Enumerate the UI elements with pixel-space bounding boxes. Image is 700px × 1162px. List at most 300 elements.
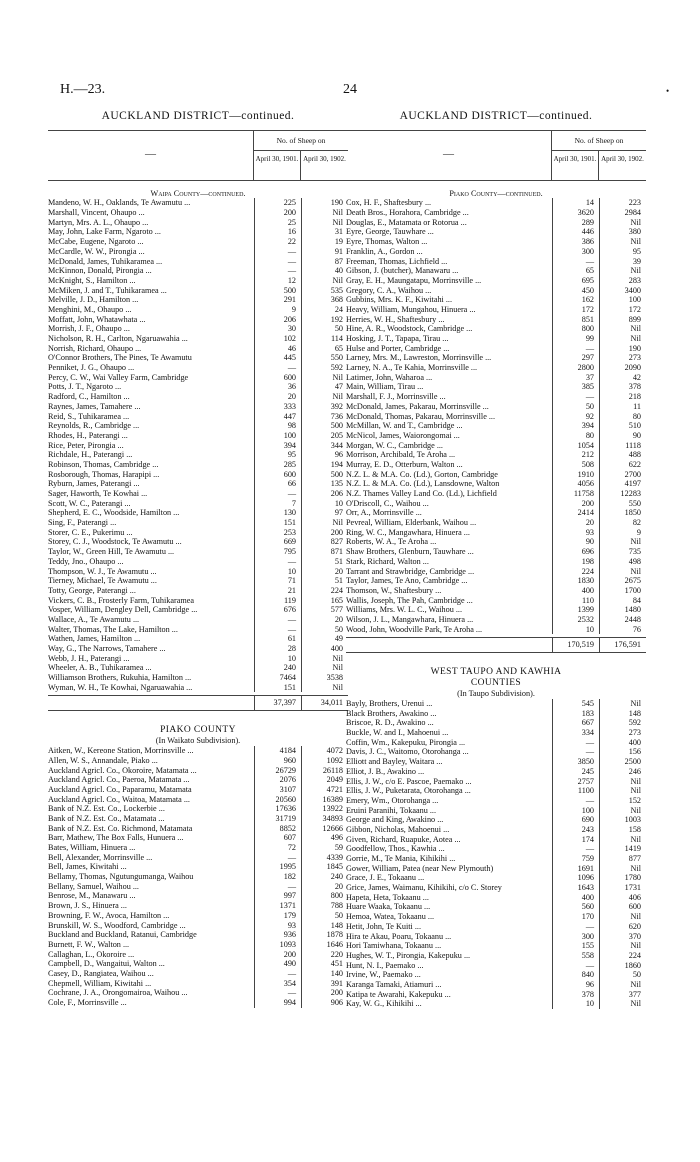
table-row <box>346 596 646 606</box>
table-row <box>346 441 646 451</box>
row-1901: 607 <box>254 833 301 843</box>
section-title: Piako County—continued. <box>449 188 543 198</box>
row-1901: 285 <box>254 460 301 470</box>
row-1901: 291 <box>254 295 301 305</box>
row-1902: 192 <box>301 315 348 325</box>
row-name: Elliot, J. B., Awakino ... <box>346 766 425 776</box>
row-1902: 500 <box>301 470 348 480</box>
row-1902: 1860 <box>599 961 646 971</box>
table-row <box>346 324 646 334</box>
row-name: Potts, J. T., Ngaroto ... <box>48 382 122 392</box>
row-name: Percy, C. W., Wai Valley Farm, Cambridge <box>48 372 189 382</box>
table-row <box>346 586 646 596</box>
row-1902: 135 <box>301 479 348 489</box>
table-row <box>346 941 646 951</box>
row-name: Black Brothers, Awakino ... <box>346 708 437 718</box>
table-row <box>48 644 348 654</box>
table-row <box>48 460 348 470</box>
table-row <box>346 777 646 787</box>
row-1901: 36 <box>254 382 301 392</box>
row-1902: Nil <box>599 786 646 796</box>
row-name: McCardle, W. W., Pirongia ... <box>48 246 145 256</box>
row-name: Williams, Mrs. W. L. C., Waihou ... <box>346 605 462 615</box>
row-name: Wallace, A., Te Awamutu ... <box>48 614 140 624</box>
row-name: Hira te Akau, Poaru, Tokaanu ... <box>346 931 452 941</box>
row-1902: 368 <box>301 295 348 305</box>
row-1901: 151 <box>254 683 301 693</box>
table-row <box>346 518 646 528</box>
table-row <box>48 479 348 489</box>
row-1901: 10 <box>552 999 599 1009</box>
header-group: No. of Sheep on <box>552 131 646 151</box>
row-1902: Nil <box>599 835 646 845</box>
row-1901: 300 <box>552 247 599 257</box>
row-1901: 172 <box>552 305 599 315</box>
table-row <box>346 990 646 1000</box>
table-row <box>48 824 348 834</box>
row-1901: 446 <box>552 227 599 237</box>
row-1902: 344 <box>301 441 348 451</box>
row-name: Irvine, W., Paemako ... <box>346 970 421 980</box>
table-row <box>346 208 646 218</box>
row-1902: 91 <box>301 247 348 257</box>
table-row <box>346 295 646 305</box>
row-1901: 170 <box>552 912 599 922</box>
row-name: Martyn, Mrs. A. L., Ohaupo ... <box>48 217 149 227</box>
row-1901: 92 <box>552 412 599 422</box>
row-1901: 66 <box>254 479 301 489</box>
row-1901: 71 <box>254 576 301 586</box>
row-1901: 3850 <box>552 757 599 767</box>
table-row <box>48 392 348 402</box>
row-name: Aitken, W., Kereone Station, Morrinsville ... <box>48 746 194 756</box>
row-name: Vosper, William, Dengley Dell, Cambridge ... <box>48 605 198 615</box>
table-row <box>346 951 646 961</box>
row-1902: 194 <box>301 460 348 470</box>
row-1902: 2500 <box>599 757 646 767</box>
row-name: Teddy, Jno., Ohaupo ... <box>48 556 124 566</box>
row-1902: Nil <box>599 864 646 874</box>
table-row <box>48 382 348 392</box>
row-1902: 80 <box>599 412 646 422</box>
table-row <box>48 833 348 843</box>
row-1901: 225 <box>254 198 301 208</box>
row-1902: 200 <box>301 528 348 538</box>
table-row <box>346 709 646 719</box>
row-name: Grace, J. E., Tokaanu ... <box>346 873 425 883</box>
table-row <box>48 276 348 286</box>
row-1901: — <box>254 363 301 373</box>
row-1901: 2757 <box>552 777 599 787</box>
row-1902: 877 <box>599 854 646 864</box>
row-1901: — <box>254 625 301 635</box>
row-name: Morrison, Archibald, Te Aroha ... <box>346 450 456 460</box>
row-1902: Nil <box>599 324 646 334</box>
row-1901: 37 <box>552 373 599 383</box>
row-name: Grice, James, Waimanu, Kihikihi, c/o C. Storey <box>346 883 502 893</box>
row-1901: — <box>254 247 301 257</box>
table-row <box>48 431 348 441</box>
table-row <box>346 489 646 499</box>
row-1901: 61 <box>254 634 301 644</box>
table-header <box>48 130 348 181</box>
row-name: Karanga Tamaki, Atiamuri ... <box>346 979 442 989</box>
row-name: Kay, W. G., Kihikihi ... <box>346 999 422 1009</box>
row-1901: — <box>552 738 599 748</box>
table-row <box>48 528 348 538</box>
table-row <box>48 930 348 940</box>
row-1902: 190 <box>301 198 348 208</box>
row-name: Shaw Brothers, Glenburn, Tauwhare ... <box>346 547 474 557</box>
row-1901: 130 <box>254 508 301 518</box>
row-1901: 182 <box>254 872 301 882</box>
row-name: Gubbins, Mrs. K. F., Kiwitahi ... <box>346 295 453 305</box>
row-1901: 151 <box>254 518 301 528</box>
row-1901: — <box>552 257 599 267</box>
row-name: Bank of N.Z. Est. Co., Lockerbie ... <box>48 804 165 814</box>
section-subtitle: (In Waikato Subdivision). <box>155 736 241 746</box>
table-row <box>346 835 646 845</box>
row-1902: 148 <box>301 921 348 931</box>
row-1902: Nil <box>599 537 646 547</box>
row-name: Storer, C. E., Pukerimu ... <box>48 527 133 537</box>
row-name: Thompson, W. J., Te Awamutu ... <box>48 566 157 576</box>
row-name: Way, G., The Narrows, Tamahere ... <box>48 644 166 654</box>
row-1901: 119 <box>254 596 301 606</box>
row-1901: 28 <box>254 644 301 654</box>
row-name: Cochrane, J. A., Orongomairoa, Waihou ... <box>48 988 188 998</box>
row-name: Auckland Agricl. Co., Paeroa, Matamata ... <box>48 775 190 785</box>
table-row <box>346 237 646 247</box>
row-1902: 498 <box>599 557 646 567</box>
table-row <box>48 979 348 989</box>
row-name: McNicol, James, Waiorongomai ... <box>346 430 460 440</box>
row-1901: 90 <box>552 537 599 547</box>
row-name: Douglas, E., Matamata or Rotorua ... <box>346 217 467 227</box>
table-row <box>346 699 646 709</box>
row-name: N.Z. L. & M.A. Co. (Ld.), Gorton, Cambridge <box>346 469 498 479</box>
row-name: Sing, F., Paterangi ... <box>48 518 117 528</box>
row-1901: 936 <box>254 930 301 940</box>
row-1901: 560 <box>552 902 599 912</box>
row-1902: 172 <box>599 305 646 315</box>
column-title: AUCKLAND DISTRICT—continued. <box>101 110 295 122</box>
row-1902: 90 <box>599 431 646 441</box>
table-row <box>48 746 348 756</box>
table-row <box>346 450 646 460</box>
row-1902: 148 <box>599 709 646 719</box>
table-row <box>48 567 348 577</box>
section-total <box>346 637 646 653</box>
row-name: Auckland Agricl. Co., Paparamu, Matamata <box>48 784 192 794</box>
row-name: Bank of N.Z. Est. Co., Matamata ... <box>48 813 165 823</box>
row-1902: 535 <box>301 286 348 296</box>
row-1902: 246 <box>599 767 646 777</box>
row-name: Hapeta, Heta, Tokaanu ... <box>346 892 429 902</box>
row-1901: 1096 <box>552 873 599 883</box>
row-1901: 1371 <box>254 901 301 911</box>
row-name: Gray, E. H., Maungatapu, Morrinsville ... <box>346 275 482 285</box>
row-name: Brown, J. S., Hinuera ... <box>48 901 127 911</box>
table-row <box>346 825 646 835</box>
table-row <box>346 421 646 431</box>
row-name: Vickers, C. B., Frosterly Farm, Tuhikaramea <box>48 595 194 605</box>
table-row <box>346 479 646 489</box>
table-row <box>346 363 646 373</box>
row-name: Taylor, James, Te Ano, Cambridge ... <box>346 576 468 586</box>
column-title: AUCKLAND DISTRICT—continued. <box>399 110 593 122</box>
row-name: Bell, James, Kiwitahi ... <box>48 862 127 872</box>
row-1902: 4072 <box>301 746 348 756</box>
row-name: Wilson, J. L., Mangawhara, Hinuera ... <box>346 614 474 624</box>
row-1902: 31 <box>301 227 348 237</box>
row-1901: 12 <box>254 276 301 286</box>
row-1902: 224 <box>599 951 646 961</box>
row-1901: 65 <box>552 266 599 276</box>
table-row <box>48 450 348 460</box>
row-1901: 200 <box>254 950 301 960</box>
table-row <box>346 557 646 567</box>
table-row <box>346 922 646 932</box>
row-1902: 16389 <box>301 795 348 805</box>
row-name: Death Bros., Horahora, Cambridge ... <box>346 208 469 218</box>
row-1902: 1419 <box>599 844 646 854</box>
table-row <box>346 460 646 470</box>
row-name: George and King, Awakino ... <box>346 815 444 825</box>
row-1902: Nil <box>599 999 646 1009</box>
table-row <box>346 247 646 257</box>
row-1901: — <box>254 969 301 979</box>
row-1902: 19 <box>301 237 348 247</box>
table-row <box>346 728 646 738</box>
row-1902: 9 <box>599 528 646 538</box>
table-row <box>48 305 348 315</box>
row-name: Stark, Richard, Walton ... <box>346 556 429 566</box>
row-name: Gregory, C. A., Waihou ... <box>346 285 432 295</box>
row-name: McKinnon, Donald, Pirongia ... <box>48 266 152 276</box>
table-row <box>48 198 348 208</box>
row-1901: 243 <box>552 825 599 835</box>
row-1902: 391 <box>301 979 348 989</box>
section-subtitle: (In Taupo Subdivision). <box>457 689 535 699</box>
table-row <box>346 344 646 354</box>
row-1901: 212 <box>552 450 599 460</box>
table-row <box>346 266 646 276</box>
row-1902: 26118 <box>301 766 348 776</box>
row-1901: 4056 <box>552 479 599 489</box>
table-row <box>48 998 348 1008</box>
total-1901: 37,397 <box>254 696 301 710</box>
row-name: Norrish, Richard, Ohaupo ... <box>48 343 142 353</box>
table-header <box>346 130 646 181</box>
row-name: Raynes, James, Tamahere ... <box>48 401 141 411</box>
row-1902: 11 <box>599 402 646 412</box>
row-name: Thomson, W., Shaftesbury ... <box>346 585 442 595</box>
table-row <box>346 286 646 296</box>
row-1902: 488 <box>599 450 646 460</box>
row-name: Franklin, A., Gordon ... <box>346 246 423 256</box>
table-row <box>346 537 646 547</box>
row-1901: 10 <box>254 567 301 577</box>
row-1901: 690 <box>552 815 599 825</box>
row-1901: 14 <box>552 198 599 208</box>
table-row <box>48 363 348 373</box>
row-1901: 50 <box>552 402 599 412</box>
row-name: Bellamy, Thomas, Ngutungumanga, Waihou <box>48 872 194 882</box>
row-1901: 400 <box>552 893 599 903</box>
row-1902: 51 <box>301 557 348 567</box>
table-row <box>48 663 348 673</box>
row-1902: 592 <box>599 718 646 728</box>
table-row <box>346 567 646 577</box>
table-row <box>346 625 646 635</box>
table-row <box>48 872 348 882</box>
row-1901: 174 <box>552 835 599 845</box>
header-years <box>552 151 646 180</box>
table-row <box>346 796 646 806</box>
row-1901: 7 <box>254 499 301 509</box>
table-row <box>48 911 348 921</box>
table-row <box>48 508 348 518</box>
row-1902: 65 <box>301 344 348 354</box>
row-1901: 997 <box>254 891 301 901</box>
table-row <box>48 766 348 776</box>
row-1902: 550 <box>599 499 646 509</box>
row-1901: 676 <box>254 605 301 615</box>
table-row <box>346 276 646 286</box>
table-row <box>48 756 348 766</box>
row-1901: 198 <box>552 557 599 567</box>
row-1901: — <box>552 844 599 854</box>
row-1902: Nil <box>301 218 348 228</box>
table-row <box>48 605 348 615</box>
table-row <box>48 625 348 635</box>
table-row <box>48 237 348 247</box>
table-row <box>48 950 348 960</box>
row-1901: 450 <box>552 286 599 296</box>
row-name: N.Z. L. & M.A. Co. (Ld.), Lansdowne, Walton <box>346 479 500 489</box>
row-1902: 2448 <box>599 615 646 625</box>
row-name: Buckland and Buckland, Ratanui, Cambridge <box>48 930 197 940</box>
row-1901: 21 <box>254 586 301 596</box>
row-name: Hughes, W. T., Pirongia, Kakepuku ... <box>346 950 471 960</box>
row-name: Williamson Brothers, Rukuhia, Hamilton ... <box>48 673 192 683</box>
table-row <box>346 257 646 267</box>
row-1901: 394 <box>552 421 599 431</box>
total-label <box>346 638 552 652</box>
row-name: Ellis, J. W., Puketarata, Otorohanga ... <box>346 786 471 796</box>
row-1901: 386 <box>552 237 599 247</box>
table-row <box>48 891 348 901</box>
row-1902: Nil <box>599 699 646 709</box>
table-row <box>48 412 348 422</box>
row-1901: — <box>254 489 301 499</box>
table-row <box>346 932 646 942</box>
row-1901: 17636 <box>254 804 301 814</box>
table-row <box>48 814 348 824</box>
header-col2: April 30, 1902. <box>303 154 346 163</box>
row-1901: 1691 <box>552 864 599 874</box>
row-1902: 20 <box>301 615 348 625</box>
row-1901: 179 <box>254 911 301 921</box>
row-name: Webb, J. H., Paterangi ... <box>48 653 130 663</box>
row-1901: 110 <box>552 596 599 606</box>
total-1901: 170,519 <box>552 638 599 652</box>
row-name: Freeman, Thomas, Lichfield ... <box>346 256 448 266</box>
header-col1: April 30, 1901. <box>552 151 599 180</box>
table-row <box>48 537 348 547</box>
table-row <box>48 683 348 693</box>
header-group: No. of Sheep on <box>254 131 348 151</box>
row-1901: 80 <box>552 431 599 441</box>
row-1901: 22 <box>254 237 301 247</box>
row-1901: 994 <box>254 998 301 1008</box>
row-name: Katipa te Awarahi, Kakepuku ... <box>346 989 451 999</box>
row-1901: 851 <box>552 315 599 325</box>
row-1901: 10 <box>254 654 301 664</box>
table-row <box>48 596 348 606</box>
row-1901: 545 <box>552 699 599 709</box>
table-row <box>346 912 646 922</box>
row-name: Tierney, Michael, Te Awamutu ... <box>48 576 157 586</box>
row-1902: 50 <box>301 324 348 334</box>
row-1901: — <box>552 392 599 402</box>
table-row <box>48 795 348 805</box>
table-row <box>48 266 348 276</box>
row-1902: 451 <box>301 959 348 969</box>
row-name: Rosborough, Thomas, Harapipi ... <box>48 469 160 479</box>
table-row <box>48 615 348 625</box>
row-1902: 1878 <box>301 930 348 940</box>
row-name: Cole, F., Morrinsville ... <box>48 998 127 1008</box>
row-1902: 378 <box>599 382 646 392</box>
table-row <box>346 402 646 412</box>
row-1901: 3107 <box>254 785 301 795</box>
table-row <box>48 547 348 557</box>
row-1902: 1092 <box>301 756 348 766</box>
row-1902: Nil <box>301 373 348 383</box>
table-row <box>48 324 348 334</box>
row-name: Moffatt, John, Whatawhata ... <box>48 314 146 324</box>
row-1902: 620 <box>599 922 646 932</box>
table-row <box>346 883 646 893</box>
row-1901: 289 <box>552 218 599 228</box>
table-row <box>346 315 646 325</box>
row-1902: 283 <box>599 276 646 286</box>
row-1901: 93 <box>254 921 301 931</box>
header-dash: — <box>145 148 156 161</box>
row-1902: 4197 <box>599 479 646 489</box>
row-name: Murray, E. D., Otterburn, Walton ... <box>346 459 463 469</box>
table-row <box>346 605 646 615</box>
row-1901: 183 <box>552 709 599 719</box>
row-1902: 2700 <box>599 470 646 480</box>
row-name: Campbell, D., Wangaitui, Walton ... <box>48 959 165 969</box>
table-row <box>346 576 646 586</box>
row-1902: 42 <box>599 373 646 383</box>
table-row <box>346 806 646 816</box>
row-name: Brunskill, W. S., Woodford, Cambridge ... <box>48 920 186 930</box>
row-name: Goodfellow, Thos., Kawhia ... <box>346 844 445 854</box>
table-row <box>346 412 646 422</box>
table-row <box>48 218 348 228</box>
page-number: 24 <box>343 82 357 97</box>
row-name: Orr, A., Morrinsville ... <box>346 508 422 518</box>
row-name: Burnett, F. W., Walton ... <box>48 939 130 949</box>
row-1901: 20 <box>552 518 599 528</box>
row-1902: Nil <box>301 518 348 528</box>
table-row <box>48 576 348 586</box>
